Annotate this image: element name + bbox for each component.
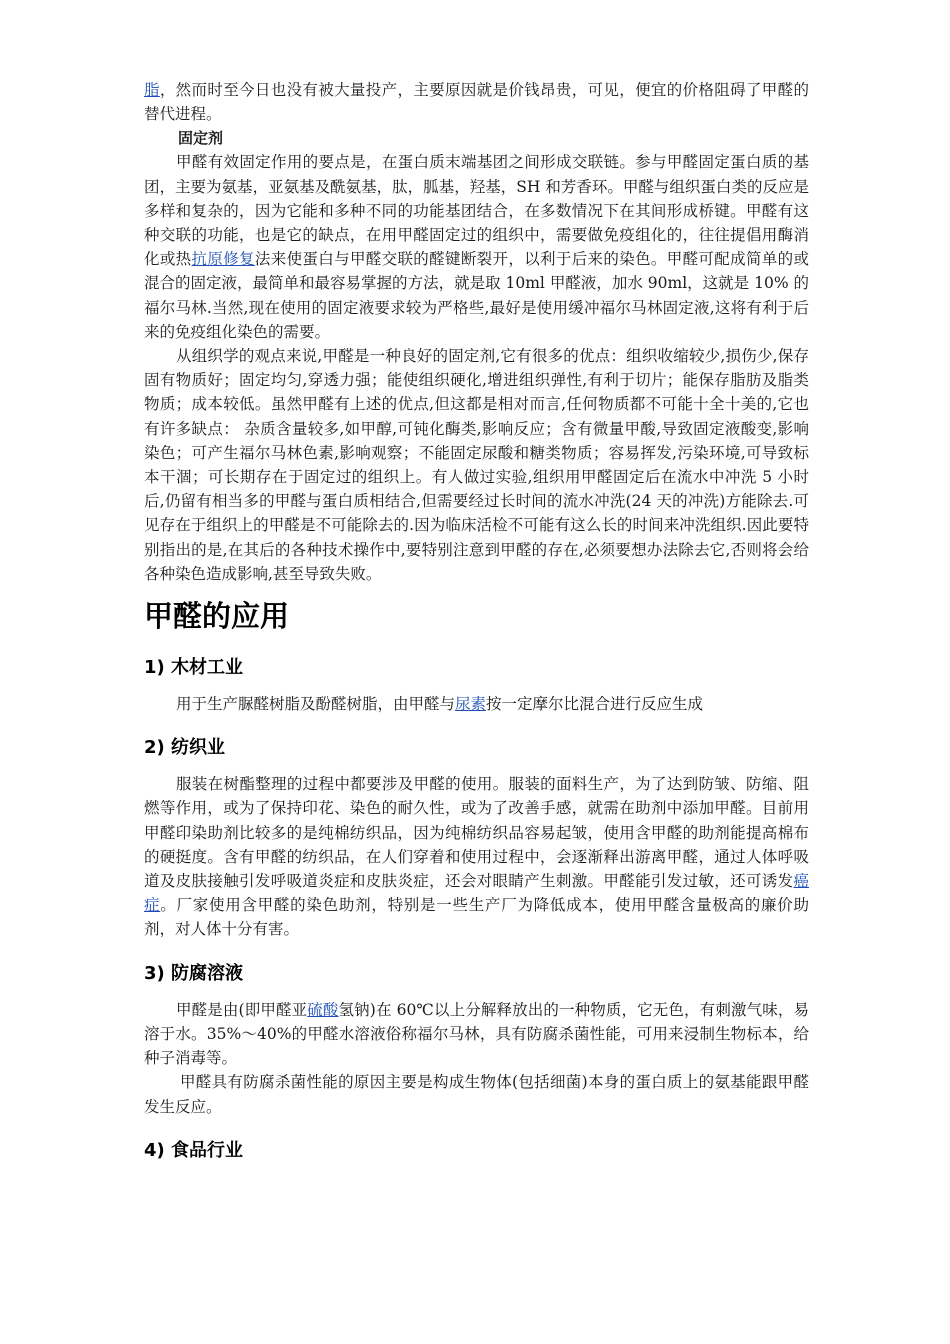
- resin-link[interactable]: 脂: [144, 81, 160, 99]
- intro-text: ，然而时至今日也没有被大量投产，主要原因就是价钱昂贵，可见，便宜的价格阻碍了甲醛的替代进程。: [144, 81, 809, 124]
- food-industry-heading: 4) 食品行业: [144, 1139, 244, 1161]
- sulfuric-acid-link[interactable]: 硫酸: [307, 1000, 339, 1019]
- textile-text-a: 服装在树酯整理的过程中都要涉及甲醛的使用。服装的面料生产，为了达到防皱、防缩、阻燃等作用，或为了保持印花、染色的耐久性，或为了改善手感，就需在助剂中添加甲醛。目前用甲醛印染助剂比较多的是纯棉纺织品，因为纯棉纺织品容易起皱，使用含甲醛的助剂能提高棉布的硬挺度。含有甲醛的纺织品，在人们穿着和使用过程中，会逐渐释出游离甲醛，通过人体呼吸道及皮肤接触引发呼吸道炎症和皮肤炎症，还会对眼睛产生刺激。甲醛能引发过敏，还可诱发: [144, 775, 809, 891]
- applications-title: 甲醛的应用: [144, 599, 290, 634]
- textile-text-b: 。厂家使用含甲醛的染色助剂，特别是一些生产厂为降低成本，使用甲醛含量极高的廉价助剂，对人体十分有害。: [144, 896, 809, 939]
- preservative-paragraph-1: [144, 998, 809, 1071]
- preservative-text-a: 甲醛是由(即甲醛亚: [176, 1000, 308, 1019]
- wood-industry-heading: 1) 木材工业: [144, 657, 244, 679]
- textile-heading: 2) 纺织业: [144, 737, 226, 759]
- wood-text-b: 按一定摩尔比混合进行反应生成: [486, 695, 704, 714]
- textile-paragraph: [144, 772, 809, 941]
- fixative-p1-text-a: 甲醛有效固定作用的要点是，在蛋白质末端基团之间形成交联链。参与甲醛固定蛋白质的基团，主要为氨基，亚氨基及酰氨基，肽，胍基，羟基，SH 和芳香环。甲醛与组织蛋白类的反应是多样和复杂的，因为它能和多种不同的功能基团结合，在多数情况下在其间形成桥键。甲醛有这种交联的功能，也是它的缺点，在用甲醛固定过的组织中，需要做免疫组化的，往往提倡用酶消化或热: [144, 153, 809, 269]
- wood-industry-paragraph: [144, 692, 809, 716]
- fixative-paragraph-1: [144, 150, 809, 344]
- fixative-heading: 固定剂: [178, 129, 224, 148]
- cancer-link[interactable]: 癌症: [144, 872, 809, 915]
- fixative-paragraph-2: 从组织学的观点来说,甲醛是一种良好的固定剂,它有很多的优点：组织收缩较少,损伤少,保存固有物质好；固定均匀,穿透力强；能使组织硬化,增进组织弹性,有利于切片；能保存脂肪及脂类物质；成本较低。虽然甲醛有上述的优点,但这都是相对而言,任何物质都不可能十全十美的,它也有许多缺点： 杂质含量较多,如甲醇,可钝化酶类,影响反应；含有微量甲酸,导致固定液酸变,影响染色；可产生福尔马林色素,影响观察；不能固定尿酸和糖类物质；容易挥发,污染环境,可导致标本干涸；可长期存在于固定过的组织上。有人做过实验,组织用甲醛固定后在流水中冲洗 5 小时后,仍留有相当多的甲醛与蛋白质相结合,但需要经过长时间的流水冲洗(24 天的冲洗)方能除去.可见存在于组织上的甲醛是不可能除去的.因为临床活检不可能有这么长的时间来冲洗组织.因此要特别指出的是,在其后的各种技术操作中,要特别注意到甲醛的存在,必须要想办法除去它,否则将会给各种染色造成影响,甚至导致失败。: [144, 347, 809, 583]
- intro-paragraph: [144, 78, 809, 126]
- preservative-heading: 3) 防腐溶液: [144, 962, 244, 984]
- preservative-paragraph-2: 甲醛具有防腐杀菌性能的原因主要是构成生物体(包括细菌)本身的蛋白质上的氨基能跟甲醛发生反应。: [144, 1073, 809, 1116]
- fixative-p1-text-b: 法来使蛋白与甲醛交联的醛键断裂开，以利于后来的染色。甲醛可配成简单的或混合的固定液，最简单和最容易掌握的方法，就是取 10ml 甲醛液，加水 90ml，这就是 10% 的福尔马林.当然,现在使用的固定液要求较为严格些,最好是使用缓冲福尔马林固定液,这将有利于后来的免疫组化染色的需要。: [144, 250, 809, 341]
- preservative-text-b: 氢钠)在 60℃以上分解释放出的一种物质，它无色，有刺激气味，易溶于水。35%～40%的甲醛水溶液俗称福尔马林，具有防腐杀菌性能，可用来浸制生物标本，给种子消毒等。: [144, 1000, 809, 1068]
- wood-text-a: 用于生产脲醛树脂及酚醛树脂，由甲醛与: [176, 695, 456, 714]
- antigen-retrieval-link[interactable]: 抗原修复: [191, 250, 255, 269]
- urea-link[interactable]: 尿素: [455, 695, 487, 714]
- document-content: [144, 78, 809, 1175]
